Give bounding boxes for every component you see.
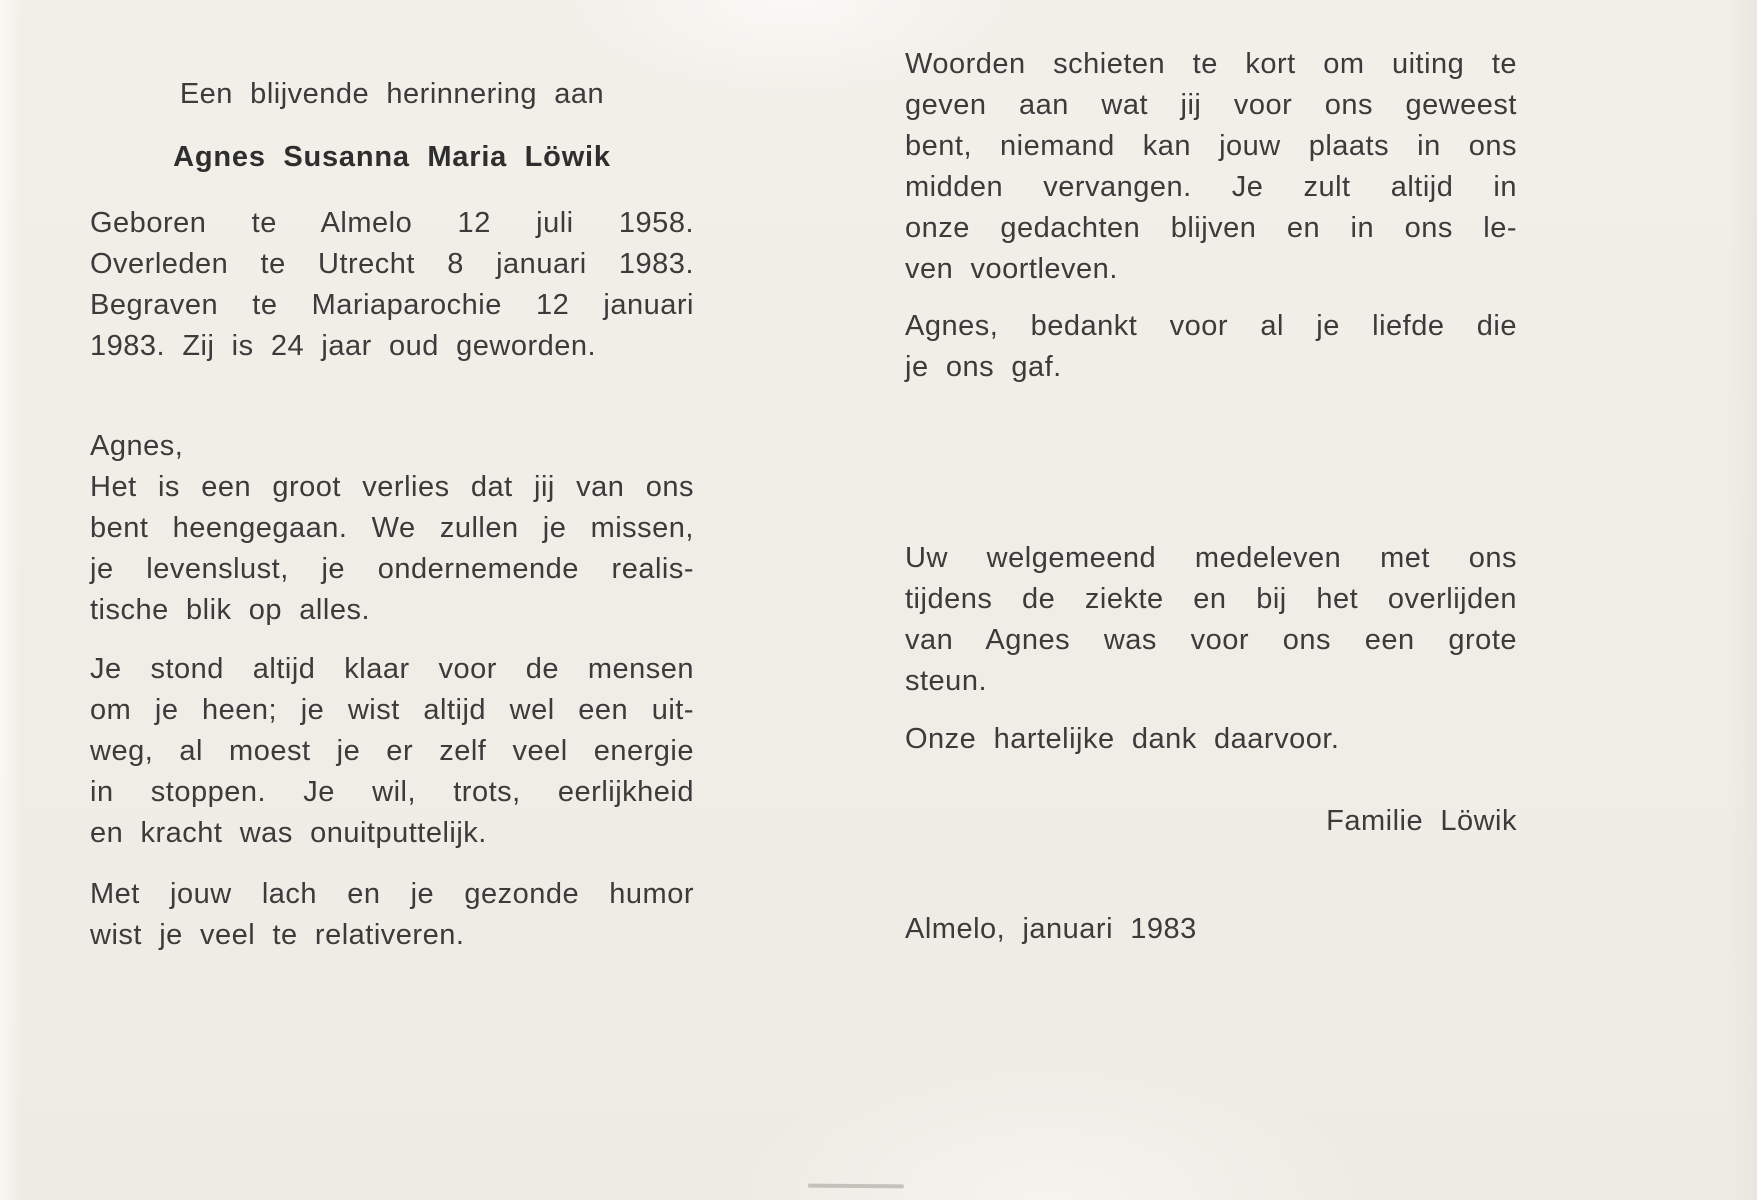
text-line: Met jouw lach en je gezonde humor [90, 878, 694, 910]
text-line: Overleden te Utrecht 8 januari 1983. [90, 248, 694, 280]
thanks-line: Onze hartelijke dank daarvoor. [905, 723, 1340, 755]
text-line: tijdens de ziekte en bij het overlijden [905, 583, 1517, 615]
loss-paragraph [90, 467, 694, 631]
text-line: Begraven te Mariaparochie 12 januari [90, 289, 694, 321]
text-line: je levenslust, je ondernemende realis- [90, 553, 694, 585]
text-line: geven aan wat jij voor ons geweest [905, 89, 1517, 121]
text-line: in stoppen. Je wil, trots, eerlijkheid [90, 776, 694, 808]
text-line: steun. [905, 665, 987, 697]
salutation-line: Agnes, [90, 430, 184, 462]
text-line: Geboren te Almelo 12 juli 1958. [90, 207, 694, 239]
text-line: Agnes, bedankt voor al je liefde die [905, 310, 1517, 342]
text-line: onze gedachten blijven en in ons le- [905, 212, 1517, 244]
gratitude-paragraph [905, 306, 1517, 388]
left-page-column [90, 74, 694, 956]
text-line: Uw welgemeend medeleven met ons [905, 542, 1517, 574]
right-page-column [905, 44, 1517, 950]
text-line: weg, al moest je er zelf veel energie [90, 735, 694, 767]
text-line: bent heengegaan. We zullen je missen, [90, 512, 694, 544]
condolence-paragraph [905, 538, 1517, 702]
character-paragraph [90, 649, 694, 854]
text-line: Het is een groot verlies dat jij van ons [90, 471, 694, 503]
dates-paragraph [90, 203, 694, 367]
words-paragraph [905, 44, 1517, 290]
text-line: bent, niemand kan jouw plaats in ons [905, 130, 1517, 162]
heading-line: Een blijvende herinnering aan [179, 78, 605, 110]
text-line: van Agnes was voor ons een grote [905, 624, 1517, 656]
deceased-name: Agnes Susanna Maria Löwik [173, 141, 611, 173]
text-line: Je stond altijd klaar voor de mensen [90, 653, 694, 685]
text-line: om je heen; je wist altijd wel een uit- [90, 694, 694, 726]
text-line: tische blik op alles. [90, 594, 370, 626]
text-line: je ons gaf. [905, 351, 1062, 383]
text-line: 1983. Zij is 24 jaar oud geworden. [90, 330, 597, 362]
text-line: midden vervangen. Je zult altijd in [905, 171, 1517, 203]
text-line: ven voortleven. [905, 253, 1118, 285]
scan-artifact-line [808, 1184, 904, 1189]
text-line: Woorden schieten te kort om uiting te [905, 48, 1517, 80]
family-signature: Familie Löwik [1326, 805, 1517, 837]
text-line: en kracht was onuitputtelijk. [90, 817, 487, 849]
text-line: wist je veel te relativeren. [90, 919, 465, 951]
humor-paragraph [90, 874, 694, 956]
place-date-line: Almelo, januari 1983 [905, 913, 1197, 945]
